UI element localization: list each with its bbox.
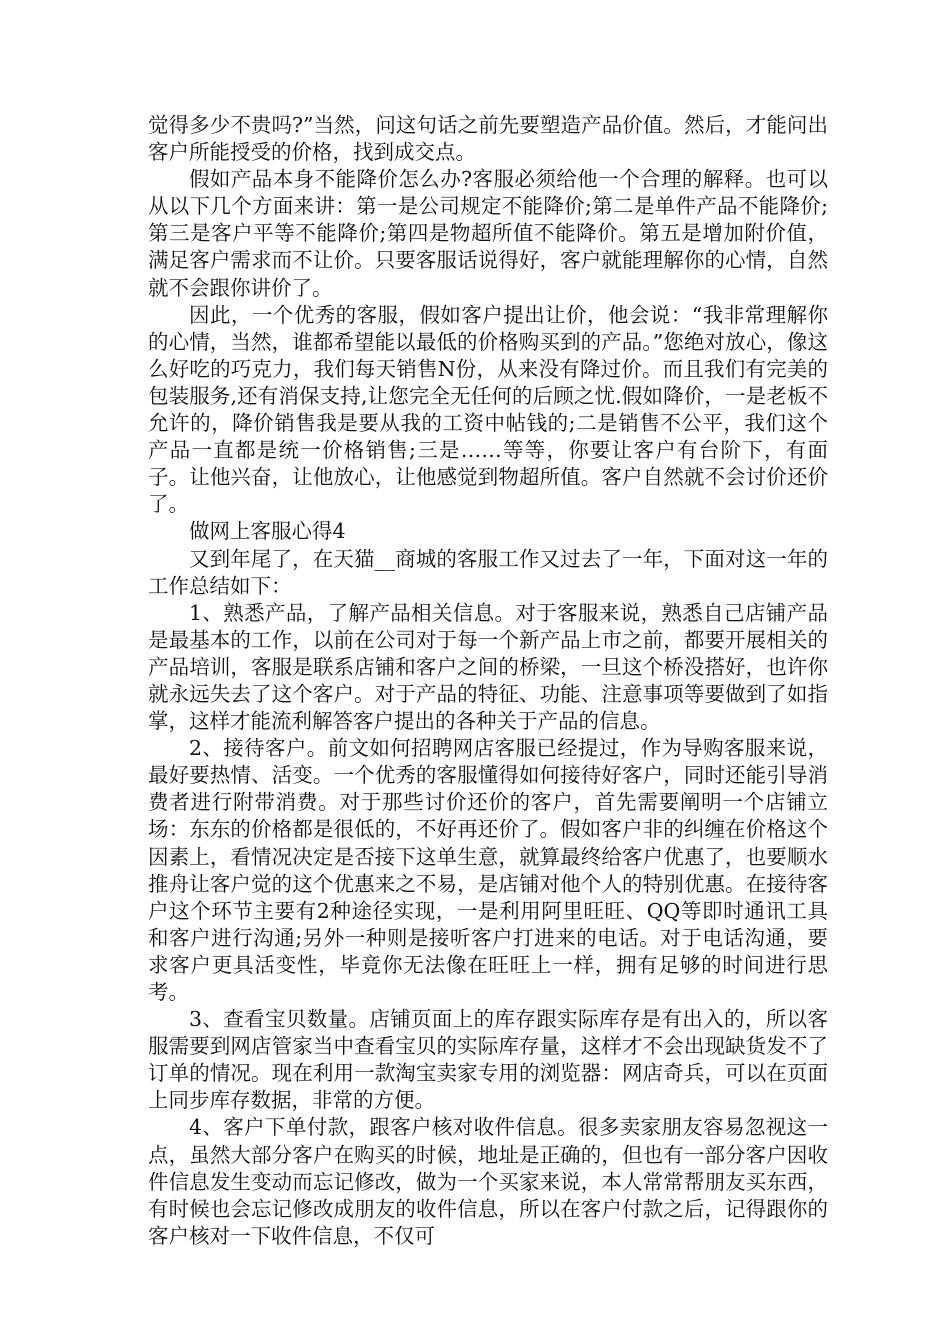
section-heading: 做网上客服心得4 [189,519,346,544]
document-body [148,112,828,1250]
paragraph-7: 2、接待客户。前文如何招聘网店客服已经提过，作为导购客服来说，最好要热情、活变。一个优秀的客服懂得如何接待好客户，同时还能引导消费者进行附带消费。对于那些讨价还价的客户，首先需要阐明一个店铺立场：东东的价格都是很低的，不好再还价了。假如客户非的纠缠在价格这个因素上，看情况决定是否接下这单生意，就算最终给客户优惠了，也要顺水推舟让客户觉的这个优惠来之不易，是店铺对他个人的特别优惠。在接待客户这个环节主要有2种途径实现，一是利用阿里旺旺、QQ等即时通讯工具和客户进行沟通;另外一种则是接听客户打进来的电话。对于电话沟通，要求客户更具活变性，毕竟你无法像在旺旺上一样，拥有足够的时间进行思考。 [148,736,828,1004]
paragraph-3: 因此，一个优秀的客服，假如客户提出让价，他会说：“我非常理解你的心情，当然，谁都希望能以最低的价格购买到的产品。”您绝对放心，像这么好吃的巧克力，我们每天销售N份，从来没有降过价。而且我们有完美的包装服务,还有消保支持,让您完全无任何的后顾之忧.假如降价，一是老板不允许的，降价销售我是要从我的工资中帖钱的;二是销售不公平，我们这个产品一直都是统一价格销售;三是……等等，你要让客户有台阶下，有面子。让他兴奋，让他放心，让他感觉到物超所值。客户自然就不会讨价还价了。 [148,302,828,517]
paragraph-1: 觉得多少不贵吗?”当然，问这句话之前先要塑造产品价值。然后，才能问出客户所能授受的价格，找到成交点。 [148,113,828,165]
paragraph-2: 假如产品本身不能降价怎么办?客服必须给他一个合理的解释。也可以从以下几个方面来讲：第一是公司规定不能降价;第二是单件产品不能降价;第三是客户平等不能降价;第四是物超所值不能降价。第五是增加附价值，满足客户需求而不让价。只要客服话说得好，客户就能理解你的心情，自然就不会跟你讲价了。 [148,167,828,300]
paragraph-6: 1、熟悉产品，了解产品相关信息。对于客服来说，熟悉自己店铺产品是最基本的工作，以前在公司对于每一个新产品上市之前，都要开展相关的产品培训，客服是联系店铺和客户之间的桥梁，一旦这个桥没搭好，也许你就永远失去了这个客户。对于产品的特征、功能、注意事项等要做到了如指掌，这样才能流利解答客户提出的各种关于产品的信息。 [148,600,828,734]
paragraph-8: 3、查看宝贝数量。店铺页面上的库存跟实际库存是有出入的，所以客服需要到网店管家当中查看宝贝的实际库存量，这样才不会出现缺货发不了订单的情况。现在利用一款淘宝卖家专用的浏览器：网店奇兵，可以在页面上同步库存数据，非常的方便。 [148,1007,828,1113]
paragraph-5: 又到年尾了，在天猫__商城的客服工作又过去了一年，下面对这一年的工作总结如下： [148,546,828,598]
paragraph-9: 4、客户下单付款，跟客户核对收件信息。很多卖家朋友容易忽视这一点，虽然大部分客户在购买的时候，地址是正确的，但也有一部分客户因收件信息发生变动而忘记修改，做为一个买家来说，本人常常帮朋友买东西，有时候也会忘记修改成朋友的收件信息，所以在客户付款之后，记得跟你的客户核对一下收件信息，不仅可 [148,1115,828,1248]
